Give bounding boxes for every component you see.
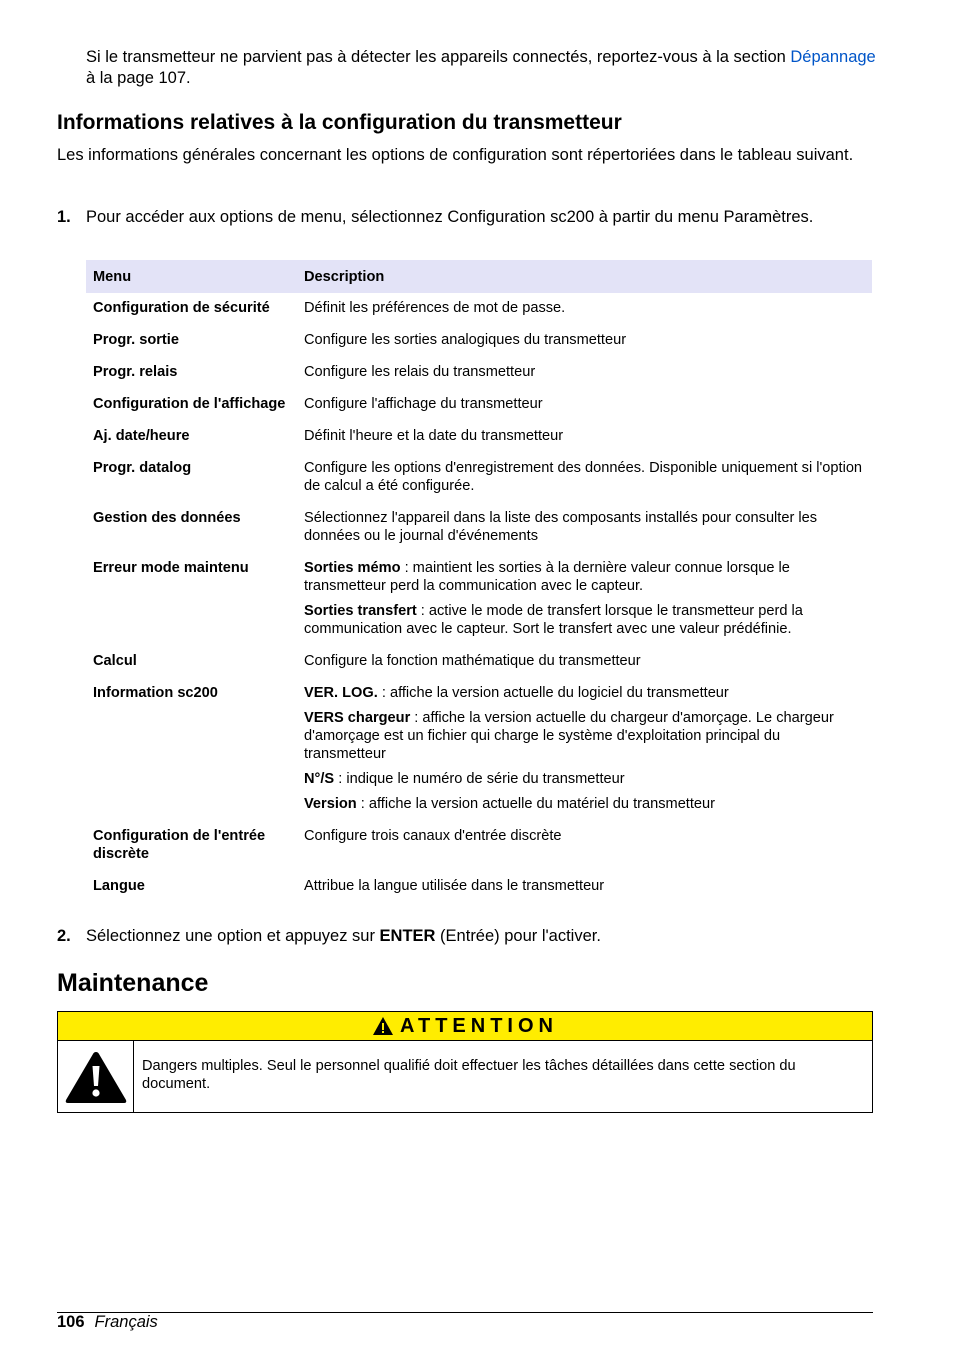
- description-text: : maintient les sorties à la dernière valeur connue lorsque le transmetteur perd la communication avec le capteur.: [304, 560, 790, 594]
- description-text: Configure l'affichage du transmetteur: [304, 396, 543, 412]
- menu-cell: Erreur mode maintenu: [93, 560, 249, 576]
- table-row: [86, 389, 872, 421]
- menu-cell: Aj. date/heure: [93, 428, 190, 444]
- maintenance-title: Maintenance: [57, 969, 209, 997]
- description-cell: [297, 293, 872, 325]
- table-row: [86, 821, 872, 871]
- description-item: [304, 509, 865, 545]
- step-text-before: Sélectionnez une option et appuyez sur: [86, 927, 380, 945]
- intro-text-after: à la page 107.: [86, 69, 191, 87]
- description-item: [304, 709, 865, 763]
- description-item: [304, 602, 865, 638]
- description-cell: [297, 325, 872, 357]
- step-2: [57, 926, 877, 948]
- description-item: [304, 652, 865, 670]
- warning-heading: ATTENTION: [400, 1014, 558, 1037]
- menu-cell: Gestion des données: [93, 510, 241, 526]
- description-term: Sorties mémo: [304, 560, 401, 576]
- description-term: VER. LOG.: [304, 685, 378, 701]
- step-number: 2.: [57, 927, 71, 945]
- menu-cell: Progr. datalog: [93, 460, 192, 476]
- description-text: Définit les préférences de mot de passe.: [304, 300, 566, 316]
- description-item: [304, 877, 865, 895]
- page-footer: [57, 1312, 158, 1333]
- warning-triangle-icon: [372, 1016, 394, 1036]
- intro-text-before: Si le transmetteur ne parvient pas à détecter les appareils connectés, reportez-vous à la section: [86, 48, 791, 66]
- table-row: [86, 357, 872, 389]
- hazard-warning-icon: [64, 1049, 128, 1105]
- description-item: [304, 459, 865, 495]
- table-row: [86, 325, 872, 357]
- menu-cell: Configuration de l'entrée discrète: [93, 828, 266, 862]
- menu-cell: Configuration de l'affichage: [93, 396, 286, 412]
- description-cell: [297, 421, 872, 453]
- table-row: [86, 453, 872, 503]
- description-cell: [297, 678, 872, 821]
- menu-cell: Configuration de sécurité: [93, 300, 270, 316]
- page-number: 106: [57, 1313, 85, 1331]
- header-menu: Menu: [86, 260, 297, 293]
- section-paragraph: Les informations générales concernant les options de configuration sont répertoriées dans le tableau suivant.: [57, 146, 854, 164]
- description-term: Version: [304, 796, 357, 812]
- description-text: Configure les options d'enregistrement des données. Disponible uniquement si l'option de calcul a été configurée.: [304, 460, 863, 494]
- description-item: [304, 299, 865, 317]
- description-text: : affiche la version actuelle du logiciel du transmetteur: [377, 685, 729, 701]
- step-text-after: (Entrée) pour l'activer.: [435, 927, 601, 945]
- description-item: [304, 770, 865, 788]
- warning-text: Dangers multiples. Seul le personnel qualifié doit effectuer les tâches détaillées dans cette section du document.: [142, 1058, 796, 1092]
- description-cell: [297, 357, 872, 389]
- description-item: [304, 559, 865, 595]
- description-text: Configure la fonction mathématique du transmetteur: [304, 653, 641, 669]
- table-row: [86, 421, 872, 453]
- description-term: Sorties transfert: [304, 603, 417, 619]
- footer-language: Français: [94, 1313, 158, 1331]
- footer-divider: [57, 1312, 873, 1313]
- intro-paragraph: [86, 47, 876, 89]
- description-text: : affiche la version actuelle du chargeur d'amorçage. Le chargeur d'amorçage est un fichier qui charge le système d'exploitation principal du transmetteur: [304, 710, 834, 762]
- config-table: [86, 260, 872, 903]
- description-cell: [297, 871, 872, 903]
- description-item: [304, 363, 865, 381]
- header-description: Description: [297, 260, 872, 293]
- warning-body: [58, 1041, 872, 1112]
- description-text: : indique le numéro de série du transmetteur: [334, 771, 625, 787]
- step-text: Pour accéder aux options de menu, sélectionnez Configuration sc200 à partir du menu Paramètres.: [86, 208, 814, 226]
- description-cell: [297, 553, 872, 646]
- menu-cell: Progr. sortie: [93, 332, 179, 348]
- warning-icon-cell: [58, 1041, 134, 1112]
- table-row: [86, 553, 872, 646]
- description-item: [304, 331, 865, 349]
- table-row: [86, 293, 872, 325]
- description-text: Configure les relais du transmetteur: [304, 364, 536, 380]
- description-cell: [297, 646, 872, 678]
- description-text: Définit l'heure et la date du transmetteur: [304, 428, 564, 444]
- description-text: : active le mode de transfert lorsque le transmetteur perd la communication avec le capteur. Sort le transfert avec une valeur prédéfinie.: [304, 603, 803, 637]
- description-cell: [297, 389, 872, 421]
- description-term: N°/S: [304, 771, 335, 787]
- table-row: [86, 503, 872, 553]
- depannage-link[interactable]: Dépannage: [790, 48, 876, 66]
- step-text: [86, 926, 846, 947]
- step-number: 1.: [57, 208, 71, 226]
- table-header-row: [86, 260, 872, 293]
- description-cell: [297, 503, 872, 553]
- description-item: [304, 827, 865, 845]
- description-cell: [297, 821, 872, 871]
- table-row: [86, 871, 872, 903]
- step-1: [57, 207, 877, 251]
- description-text: Attribue la langue utilisée dans le transmetteur: [304, 878, 605, 894]
- table-row: [86, 678, 872, 821]
- menu-cell: Langue: [93, 878, 145, 894]
- description-cell: [297, 453, 872, 503]
- description-text: Sélectionnez l'appareil dans la liste des composants installés pour consulter les données ou le journal d'événements: [304, 510, 818, 544]
- menu-cell: Progr. relais: [93, 364, 178, 380]
- warning-box: [57, 1011, 873, 1113]
- description-term: VERS chargeur: [304, 710, 411, 726]
- description-item: [304, 684, 865, 702]
- description-item: [304, 395, 865, 413]
- menu-cell: Information sc200: [93, 685, 218, 701]
- enter-key-label: ENTER: [379, 927, 436, 945]
- description-item: [304, 795, 865, 813]
- menu-cell: Calcul: [93, 653, 137, 669]
- table-body: [86, 293, 872, 903]
- table-row: [86, 646, 872, 678]
- description-item: [304, 427, 865, 445]
- description-text: Configure trois canaux d'entrée discrète: [304, 828, 562, 844]
- description-text: Configure les sorties analogiques du transmetteur: [304, 332, 627, 348]
- warning-banner: [58, 1012, 872, 1041]
- description-text: : affiche la version actuelle du matériel du transmetteur: [356, 796, 716, 812]
- section-title: Informations relatives à la configuration du transmetteur: [57, 111, 622, 134]
